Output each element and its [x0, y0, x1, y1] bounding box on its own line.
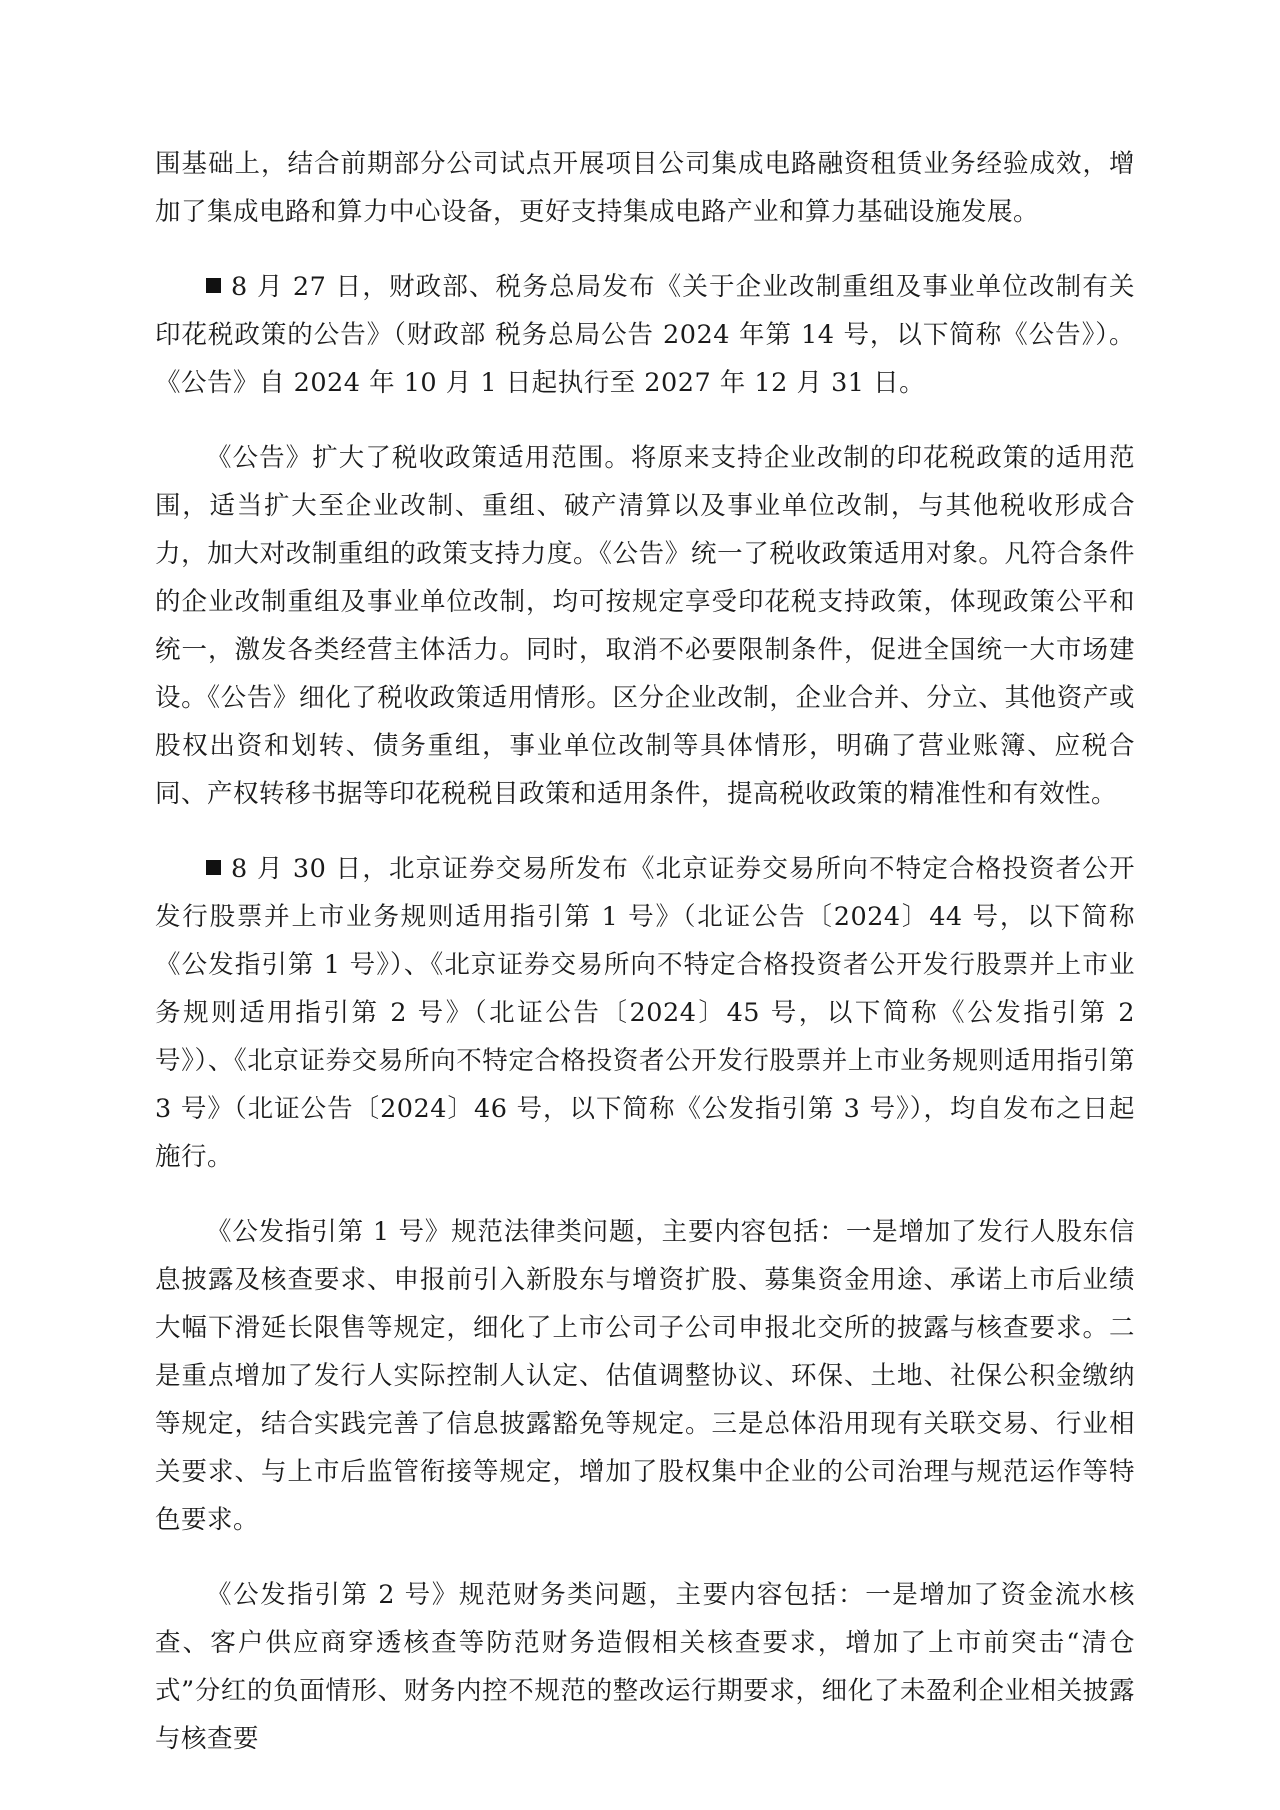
paragraph-text: 《公告》扩大了税收政策适用范围。将原来支持企业改制的印花税政策的适用范围，适当扩大至企业改制、重组、破产清算以及事业单位改制，与其他税收形成合力，加大对改制重组的政策支持力度。《公告》统一了税收政策适用对象。凡符合条件的企业改制重组及事业单位改制，均可按规定享受印花税支持政策，体现政策公平和统一，激发各类经营主体活力。同时，取消不必要限制条件，促进全国统一大市场建设。《公告》细化了税收政策适用情形。区分企业改制，企业合并、分立、其他资产或股权出资和划转、债务重组，事业单位改制等具体情形，明确了营业账簿、应税合同、产权转移书据等印花税税目政策和适用条件，提高税收政策的精准性和有效性。 [155, 443, 1135, 809]
paragraph-text: 《公发指引第 2 号》规范财务类问题，主要内容包括：一是增加了资金流水核查、客户供应商穿透核查等防范财务造假相关核查要求，增加了上市前突击“清仓式”分红的负面情形、财务内控不规范的整改运行期要求，细化了未盈利企业相关披露与核查要 [155, 1580, 1135, 1754]
paragraph-announcement-details [155, 434, 1135, 818]
paragraph-guideline-2 [155, 1571, 1135, 1763]
paragraph-gap [155, 1544, 1135, 1571]
paragraph-gap [155, 1181, 1135, 1208]
paragraph-text: 8 月 30 日，北京证券交易所发布《北京证券交易所向不特定合格投资者公开发行股票并上市业务规则适用指引第 1 号》（北证公告〔2024〕44 号，以下简称《公发指引第 1 号》）、《北京证券交易所向不特定合格投资者公开发行股票并上市业务规则适用指引第 2 号》（北证公告〔2024〕45 号，以下简称《公发指引第 2 号》）、《北京证券交易所向不特定合格投资者公开发行股票并上市业务规则适用指引第 3 号》（北证公告〔2024〕46 号，以下简称《公发指引第 3 号》），均自发布之日起施行。 [155, 854, 1135, 1172]
bullet-paragraph-stamp-tax [155, 263, 1135, 407]
paragraph-continuation [155, 140, 1135, 236]
paragraph-text: 《公发指引第 1 号》规范法律类问题，主要内容包括：一是增加了发行人股东信息披露及核查要求、申报前引入新股东与增资扩股、募集资金用途、承诺上市后业绩大幅下滑延长限售等规定，细化了上市公司子公司申报北交所的披露与核查要求。二是重点增加了发行人实际控制人认定、估值调整协议、环保、土地、社保公积金缴纳等规定，结合实践完善了信息披露豁免等规定。三是总体沿用现有关联交易、行业相关要求、与上市后监管衔接等规定，增加了股权集中企业的公司治理与规范运作等特色要求。 [155, 1217, 1135, 1535]
document-page [155, 140, 1135, 1763]
paragraph-gap [155, 407, 1135, 434]
paragraph-gap [155, 236, 1135, 263]
paragraph-text: 8 月 27 日，财政部、税务总局发布《关于企业改制重组及事业单位改制有关印花税政策的公告》（财政部 税务总局公告 2024 年第 14 号，以下简称《公告》）。《公告》自 2024 年 10 月 1 日起执行至 2027 年 12 月 31 日。 [155, 272, 1135, 398]
square-bullet-icon [206, 860, 221, 875]
paragraph-gap [155, 818, 1135, 845]
square-bullet-icon [206, 278, 221, 293]
paragraph-text: 围基础上，结合前期部分公司试点开展项目公司集成电路融资租赁业务经验成效，增加了集成电路和算力中心设备，更好支持集成电路产业和算力基础设施发展。 [155, 149, 1135, 227]
paragraph-guideline-1 [155, 1208, 1135, 1544]
bullet-paragraph-bse-guidelines [155, 845, 1135, 1181]
